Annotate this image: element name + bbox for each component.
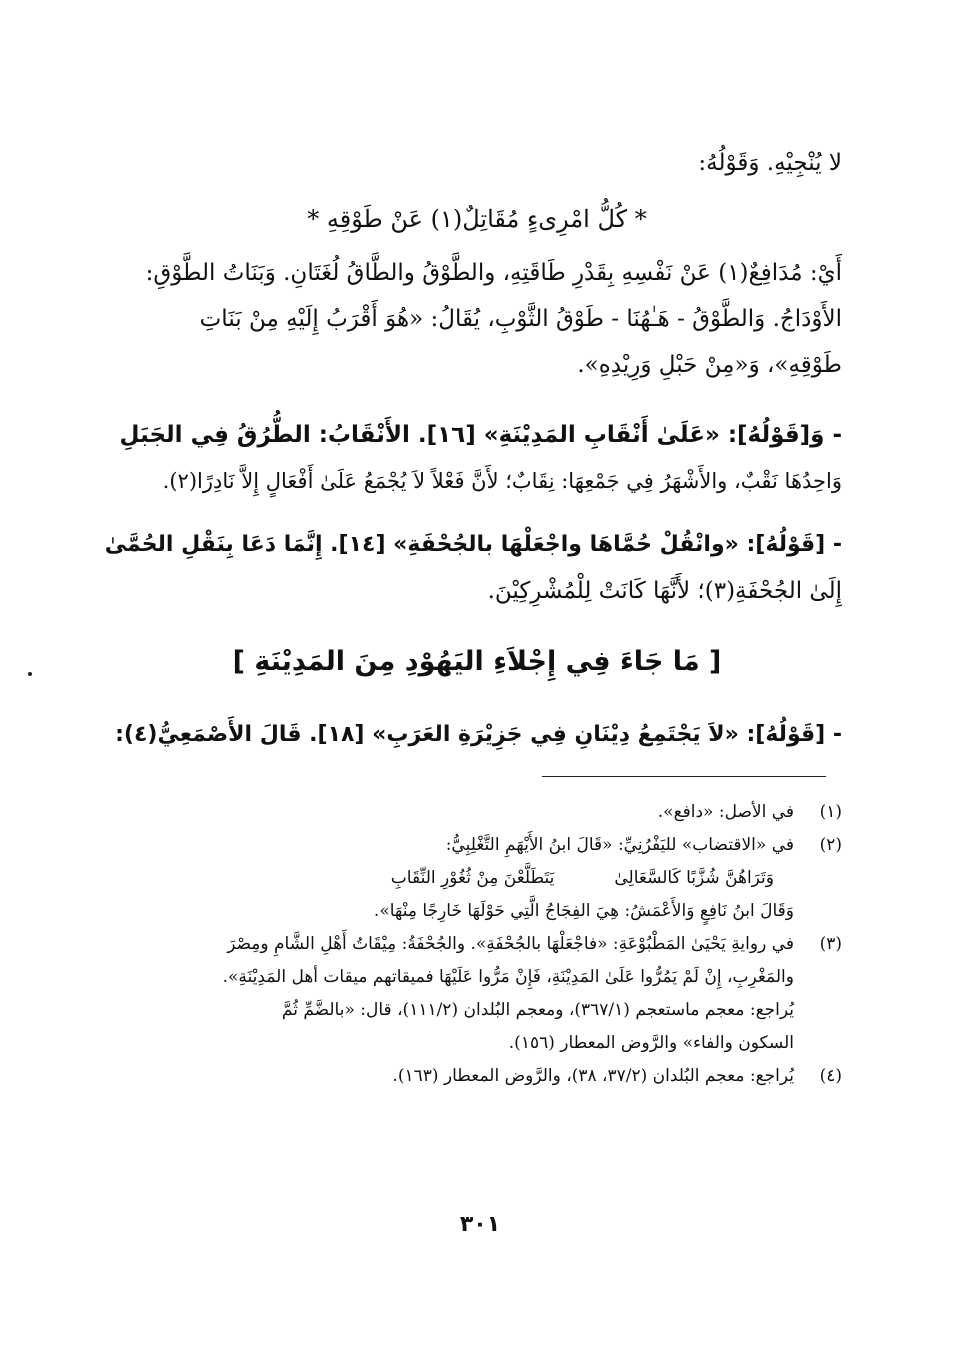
- paragraph-2: [112, 412, 842, 504]
- footnote-number: (٢): [819, 835, 842, 855]
- text-line: إِلَىٰ الجُحْفَةِ(٣)؛ لأَنَّهَا كَانَتْ لِلْمُشْرِكِيْنَ.: [487, 578, 842, 604]
- footnote-line: في روايةِ يَحْيَىٰ المَطْبُوْعَةِ: «فاجْعَلْهَا بالجُحْفَةِ». والجُحْفَةُ: مِيْقَاتُ أَهْلِ الشَّامِ ومِصْرَ: [227, 934, 794, 954]
- text-line: - وَ[قَوْلُهُ]: «عَلَىٰ أَنْقَابِ المَدِيْنَةِ» [١٦]. الأَنْقَابُ: الطُّرُقُ فِي الجَبَلِ: [119, 422, 842, 448]
- footnote-1: [112, 796, 842, 829]
- section-heading: [ مَا جَاءَ فِي إِجْلاَءِ اليَهُوْدِ مِنَ المَدِيْنَةِ ]: [232, 646, 722, 677]
- footnote-line: السكون والفاء» والرَّوض المعطار (١٥٦).: [508, 1033, 794, 1053]
- footnote-number: (١): [819, 802, 842, 822]
- margin-dot: [28, 672, 32, 676]
- footnote-line: وَقَالَ ابنُ نَافِعٍ وَالأَعْمَشُ: هِيَ الفِجَاجُ الَّتِي حَوْلَهَا خَارِجًا مِنْهَا».: [373, 901, 794, 921]
- verse-main: * كُلُّ امْرِىءٍ مُقَاتِلٌ(١) عَنْ طَوْقِهِ *: [307, 205, 647, 233]
- footnote-4: [112, 1060, 842, 1093]
- verse-hemistich: يَتَطَلَّعْنَ مِنْ ثُغُوْرِ النِّقَابِ: [390, 868, 555, 888]
- footnote-2: [112, 829, 842, 928]
- text-line: طَوْقِهِ»، وَ«مِنْ حَبْلِ وَرِيْدِهِ».: [577, 352, 842, 378]
- text-line: - [قَوْلُهُ]: «لاَ يَجْتَمِعُ دِيْنَانِ فِي جَزِيْرَةِ العَرَبِ» [١٨]. قَالَ الأَصْمَعِيُّ(٤):: [115, 722, 842, 747]
- text-line: الأَوْدَاجُ. وَالطَّوْقُ - هَـٰهُنَا - طَوْقُ الثَّوْبِ، يُقَالُ: «هُوَ أَقْرَبُ إِلَيْهِ مِنْ بَنَاتِ: [199, 306, 842, 332]
- footnote-line: يُراجع: معجم ماستعجم (٣٦٧/١)، ومعجم البُلدان (١١١/٢)، قال: «بالضَّمِّ ثُمَّ: [281, 1000, 794, 1020]
- footnotes: [112, 796, 842, 1093]
- paragraph-3: [104, 522, 842, 614]
- footnote-line: والمَغْرِبِ، إِنْ لَمْ يَمُرُّوا عَلَىٰ المَدِيْنَةِ، فَإِنْ مَرُّوا عَلَيْهَا فميقاتهم ميقات أهل المَدِيْنَةِ».: [222, 967, 794, 987]
- text-line: وَاحِدُهَا نَقْبٌ، والأَشْهَرُ فِي جَمْعِهَا: نِقَابٌ؛ لأَنَّ فَعْلاً لاَ يُجْمَعُ عَلَىٰ أَفْعَالٍ إِلاَّ نَادِرًا(٢).: [162, 469, 842, 493]
- text-line: أَيْ: مُدَافِعٌ(١) عَنْ نَفْسِهِ بِقَدْرِ طَاقَتِهِ، والطَّوْقُ والطَّاقُ لُغَتَانِ. وَبَنَاتُ الطَّوْقِ:: [145, 260, 842, 286]
- text-line: - [قَوْلُهُ]: «وانْقُلْ حُمَّاهَا واجْعَلْهَا بالجُحْفَةِ» [١٤]. إِنَّمَا دَعَا بِنَقْلِ الحُمَّىٰ: [104, 532, 842, 557]
- verse-hemistich: وَتَرَاهُنَّ شُزَّبًا كَالسَّعَالِىٰ: [614, 868, 774, 888]
- paragraph-1: [112, 250, 842, 388]
- footnote-line: يُراجع: معجم البُلدان (٣٧/٢، ٣٨)، والرَّوض المعطار (١٦٣).: [392, 1066, 794, 1086]
- footnote-line: في «الاقتضاب» لليَفْرُنِيِّ: «قَالَ ابنُ الأَيْهَمِ التَّغْلِبِيُّ:: [445, 835, 794, 855]
- footnote-number: (٤): [819, 1066, 842, 1086]
- page-number: ٣٠١: [459, 1212, 501, 1237]
- footnote-3: [112, 928, 842, 1060]
- footnote-number: (٣): [819, 934, 842, 954]
- footnote-verse: [112, 862, 794, 895]
- footnote-separator: [542, 776, 826, 777]
- paragraph-4: [112, 712, 842, 758]
- lead-line: [112, 140, 842, 186]
- text-line: لا يُنْجِيْهِ. وَقَوْلُهُ:: [698, 150, 842, 176]
- footnote-line: في الأصل: «دافع».: [657, 802, 794, 822]
